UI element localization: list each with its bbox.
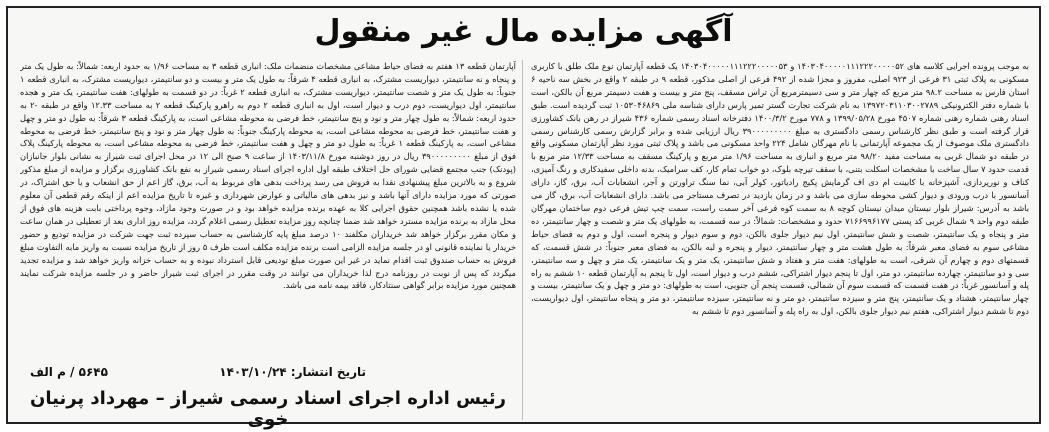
notice-title: آگهی مزایده مال غیر منقول <box>314 14 733 49</box>
notice-body-left-column: آپارتمان قطعه ۱۳ هفتم به فضای حیاط مشاعی مشخصات منضمات ملک: انباری قطعه ۳ به مساحت ۱/۹۶ به حدود اربعه: شمالاً: به طول یک متر و پنجاه و نه سانتیمتر، دیواریست مشترک، به انباری قطعه ۴ شرقاً: به طول یک متر و بیست و دو سانتیمتر، دیواریست مشترک، به انباری قطعه ۱ جنوباً: به طول یک متر و شصت سانتیمتر، دیواریست مشترک، به انباری قطعه ۲ غرباً: در دو قسمت به طولهای: هفت سانتیمتر، یک متر و هجده سانتیمتر، اول دیواریست، دوم درب و دیوار است، اول به انباری قطعه ۲ دوم به راهرو پارکینگ قطعه ۲ به مساحت ۱۲.۳۳ واقع در طبقه -۲ به حدود اربعه: شمالاً: به طول چهار متر و نود و پنج سانتیمتر، خط فرضی به محوطه مشاعی است، به پارکینگ قطعه ۳ شرقاً: به طول دو متر و چهل و هفت سانتیمتر، خط فرضی به محوطه مشاعی است، به محوطه پارکینگ جنوباً: به طول چهار متر و نود و پنج سانتیمتر، خط فرضی به محوطه مشاعی است، به پارکینگ قطعه ۱ غرباً: به طول دو متر و چهل و هفت سانتیمتر، خط فرضی به محوطه مشاعی است، به محوطه پارکینگ پلاک فوق از مبلغ ۳۹۰۰۰۰۰۰۰۰۰ ریال در روز دوشنبه مورخ ۱۴۰۳/۱۱/۸ از ساعت ۹ صبح الی ۱۲ در محل اجرای ثبت شیراز به نشانی بلوار جانبازان (پودنک) جنب مجتمع قضایی شورای حل اختلاف طبقه اول اداره اجرای اسناد رسمی شیراز به نفع بانک کشاورزی برگزار و مزایده از مبلغ مذکور شروع و به بالاترین مبلغ پیشنهادی نقدا به فروش می رسد پرداخت بدهی های مربوط به آب، برق، گاز اعم از حق انشعاب و یا حق اشتراک، در صورتی که مورد مزایده دارای آنها باشد و نیز بدهی های مالیاتی و عوارض شهرداری و غیره تا تاریخ مزایده اعم از اینکه رقم قطعی آن معلوم شده یا نشده باشد همچنین حقوق اجرایی کلا به عهده برنده مزایده خواهد بود و در صورت وجود مازاد، وجوه پرداختی بابت هزینه های فوق از محل مازاد به برنده مزایده مسترد خواهد شد ضمنا چنانچه روز مزایده تعطیل رسمی اعلام گردد، مزایده روز اداری بعد از تعطیلی در همان ساعت و مکان مقرر برگزار خواهد شد خریداران مکلفند ۱۰ درصد مبلغ پایه کارشناسی به حساب سپرده ثبت جهت شرکت در مزایده تودیع و حضور خریدار یا نماینده قانونی او در جلسه مزایده الزامی است برنده مزایده مکلف است ظرف ۵ روز از تاریخ مزایده نسبت به واریز مابه التفاوت مبلغ فروش به حساب صندوق ثبت اقدام نماید در غیر این صورت مبلغ تودیعی قابل استرداد نبوده و به حساب خزانه واریز خواهد شد و مزایده تجدید میگردد که پس از نوبت در روزنامه درج لذا خریداران می توانند در وقت مقرر در اجرای ثبت شیراز حاضر و در جلسه مزایده شرکت نمایند همچنین مورد مزایده برابر گواهی سنتادکار، فاقد بیمه نامه می باشد. <box>20 61 516 291</box>
publish-date: تاریخ انتشار: ۱۴۰۳/۱۰/۲۴ <box>219 365 366 379</box>
notice-body-right-column: به موجب پرونده اجرایی کلاسه های ۱۴۰۳۰۴۰۰۰۰۰۱۱۱۲۲۲۰۰۰۰۰۵۲ و ۱۴۰۳۰۴۰۰۰۰۰۱۱۱۲۲۲۰۰۰۰۰۵۳ یک قطعه آپارتمان نوع ملک طلق با کاربری مسکونی به پلاک ثبتی ۳۱ فرعی از ۹۲۳ اصلی، مفروز و مجزا شده از ۴۹۲ فرعی از اصلی مذکور، قطعه ۹ در طبقه ۲ واقع در بخش سه ناحیه ۶ استان فارس به مساحت ۹۸.۲ متر مربع که چهار متر و سی دسیمترمربع آن تراس مسقف، پنج متر و بیست و هفت دسیمتر مربع آن بالکن، است با شماره دفتر الکترونیکی ۱۳۹۷۲۰۳۱۱۰۳۰۰۲۷۸۹ به نام شرکت تجارت گستر تمیر پارس دارای شناسه ملی ۱۰۵۳۰۴۶۸۶۹ ثبت گردیده است. طبق اسناد رهنی شماره رهنی شماره ۴۵۰۷ مورخ ۱۳۹۹/۰۵/۲۸ و ۷۷۸ مورخ ۱۴۰۰/۳/۲ دفترخانه اسناد رسمی شماره ۴۳۶ شیراز در رهن بانک کشاورزی قرار گرفته است و طبق نظر کارشناس رسمی دادگستری به مبلغ ۳۹۰۰۰۰۰۰۰۰۰ ریال ارزیابی شده و برابر گزارش رسمی کارشناس رسمی دادگستری ملک موصوف از یک مجموعه آپارتمانی با نام مهرگان شامل ۲۲۴ واحد مسکونی می باشد و پلاک ثبتی مورد نظر آپارتمان مسکونی واقع در طبقه دو شمال غربی به مساحت مفید ۹۸/۲۰ متر مربع و انباری به مساحت ۱/۹۶ متر مربع و پارکینگ مسقف به مساحت ۱۲/۳۳ متر مربع با قدمت حدود ۷ سال ساخت با مشخصات اسکلت بتنی، با سقف تیرچه بلوک، دو خواب تمام کار، کف سرامیک، بدنه داخلی سفیدکاری و رنگ آمیزی، کناف و نورپردازی، آشپزخانه با کابینت ام دی اف گرمایش پکیج رادیاتور، کولر آبی، نما سنگ تراورتن و آجر، انشعابات آب، برق، گاز، دارای آسانسور با درب ورودی و دیوار کشی محوطه سازی می باشد و در زمان بازدید در تصرف مستاجر می باشد. دارای انشعابات آب، برق، گاز می باشد به آدرس: شیراز بلوار نیستان میدان نیستان کوچه ۸ به سمت کوه فرعی آخر سمت راست، سمت چپ تیش فرعی دوم ساختمان مهرگان طبقه دوم واحد ۹ شمال غربی کد پستی ۷۱۶۶۹۹۶۱۷۷ حدود و مشخصات: شمالاً: در سه قسمت، به طولهای یک متر و شصت و چهار سانتیمتر، ده متر و پنجاه و یک سانتیمتر، شصت و شش سانتیمتر، اول نیم دیوار جلوی بالکن، دوم و سوم دیوار و پنجره است، اول و دوم به فضای حیاط مشاعی سوم به فضای معبر شرقاً: به طول هشت متر و چهار سانتیمتر، دیوار و پنجره و لبه بالکن، به فضای معبر جنوباً: در شش قسمت، که قسمتهای دوم و چهارم آن شرقی، است به طولهای: هفت متر و هفتاد و شش سانتیمتر، یک متر و یک سانتیمتر، یک متر و چهل و سه سانتیمتر، سی و دو سانتیمتر، چهارده سانتیمتر، دو متر، اول تا پنجم دیوار اشتراکی، ششم درب و دیوار است، اول تا پنجم به آپارتمان قطعه ۱۰ ششم به راه پله و آسانسور غرباً: در هفت قسمت که قسمت سوم آن شمالی، قسمت پنجم آن جنوبی، است به طولهای: دو متر و چهل و یک سانتیمتر، بیست و چهار سانتیمتر، هشتاد و یک سانتیمتر، پنج متر و سیزده سانتیمتر، دو متر و نه سانتیمتر، سیزده سانتیمتر، دو متر و پنجاه سانتیمتر، اول دیواریست، دوم تا ششم دیوار اشتراکی، هفتم نیم دیوار جلوی بالکن، اول به راه پله و آسانسور دوم تا ششم به <box>531 61 1029 317</box>
signature-line: رئیس اداره اجرای اسناد رسمی شیراز – مهرداد پرنیان خوی <box>29 388 506 430</box>
column-divider <box>522 60 523 420</box>
notice-frame <box>6 6 1041 430</box>
reference-code: ۵۶۴۵ / م الف <box>30 365 108 379</box>
footer-meta <box>20 365 516 385</box>
